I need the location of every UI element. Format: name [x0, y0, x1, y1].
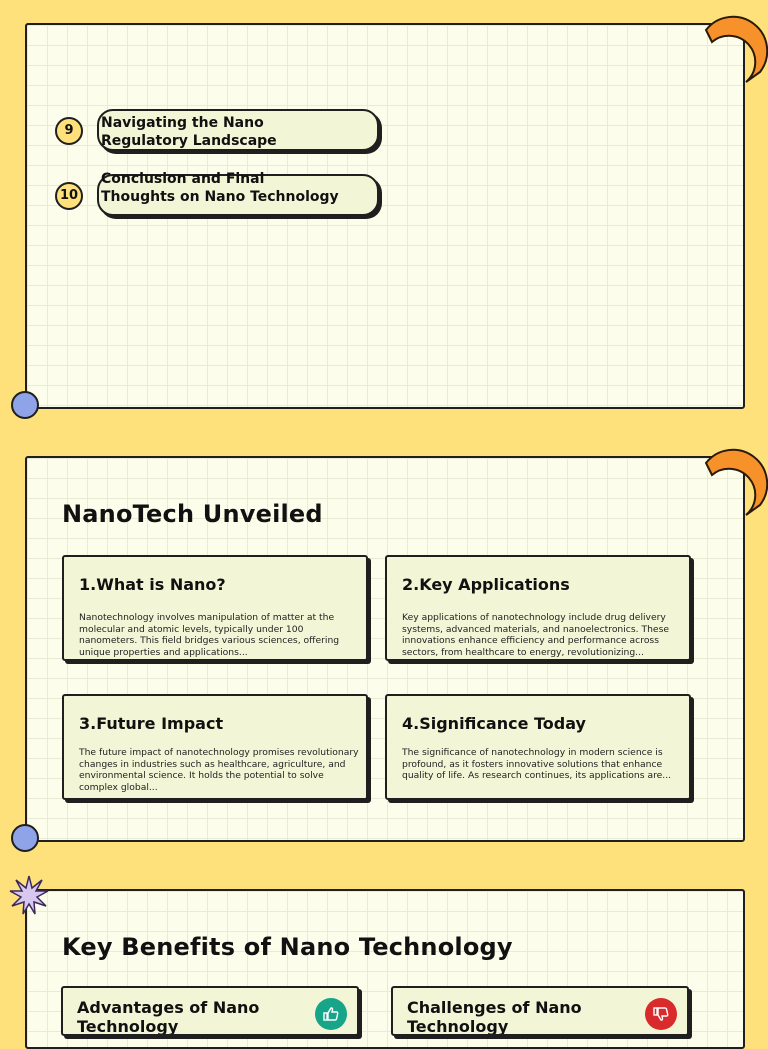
orange-arc-decoration [698, 12, 768, 92]
card-heading: Challenges of Nano Technology [407, 998, 582, 1036]
card-what-is-nano [62, 555, 368, 661]
blue-dot-decoration [11, 824, 39, 852]
starburst-decoration [9, 875, 49, 915]
card-body: Nanotechnology involves manipulation of matter at the molecular and atomic levels, typically under 100 nanometers. This field bridges various sciences, offering unique properties and applications... [79, 612, 340, 658]
agenda-slide [25, 23, 745, 409]
orange-arc-decoration [698, 445, 768, 525]
thumbs-down-icon [645, 998, 677, 1030]
challenges-card [391, 986, 689, 1036]
card-significance-today [385, 694, 691, 800]
card-body: The future impact of nanotechnology promises revolutionary changes in industries such as healthcare, agriculture, and environmental science. It holds the potential to solve complex global... [79, 747, 359, 793]
slide-title: NanoTech Unveiled [62, 500, 323, 528]
agenda-number-badge: 9 [55, 117, 83, 145]
card-heading: 1.What is Nano? [79, 575, 226, 594]
agenda-item-label: Navigating the Nano Regulatory Landscape [101, 115, 277, 149]
card-future-impact [62, 694, 368, 800]
card-heading: 2.Key Applications [402, 575, 570, 594]
card-key-applications [385, 555, 691, 661]
advantages-card [61, 986, 359, 1036]
overview-slide [25, 456, 745, 842]
agenda-number-badge: 10 [55, 182, 83, 210]
card-body: The significance of nanotechnology in modern science is profound, as it fosters innovative solutions that enhance quality of life. As research continues, its applications are... [402, 747, 672, 782]
card-body: Key applications of nanotechnology include drug delivery systems, advanced materials, and nanoelectronics. These innovations enhance efficiency and performance across sectors, from healthcare to energy, revolutionizing... [402, 612, 670, 658]
card-heading: 4.Significance Today [402, 714, 586, 733]
agenda-item-label: Conclusion and Final Thoughts on Nano Technology [101, 171, 339, 205]
card-heading: Advantages of Nano Technology [77, 998, 260, 1036]
slide-title: Key Benefits of Nano Technology [62, 933, 513, 961]
blue-dot-decoration [11, 391, 39, 419]
card-heading: 3.Future Impact [79, 714, 224, 733]
thumbs-up-icon [315, 998, 347, 1030]
